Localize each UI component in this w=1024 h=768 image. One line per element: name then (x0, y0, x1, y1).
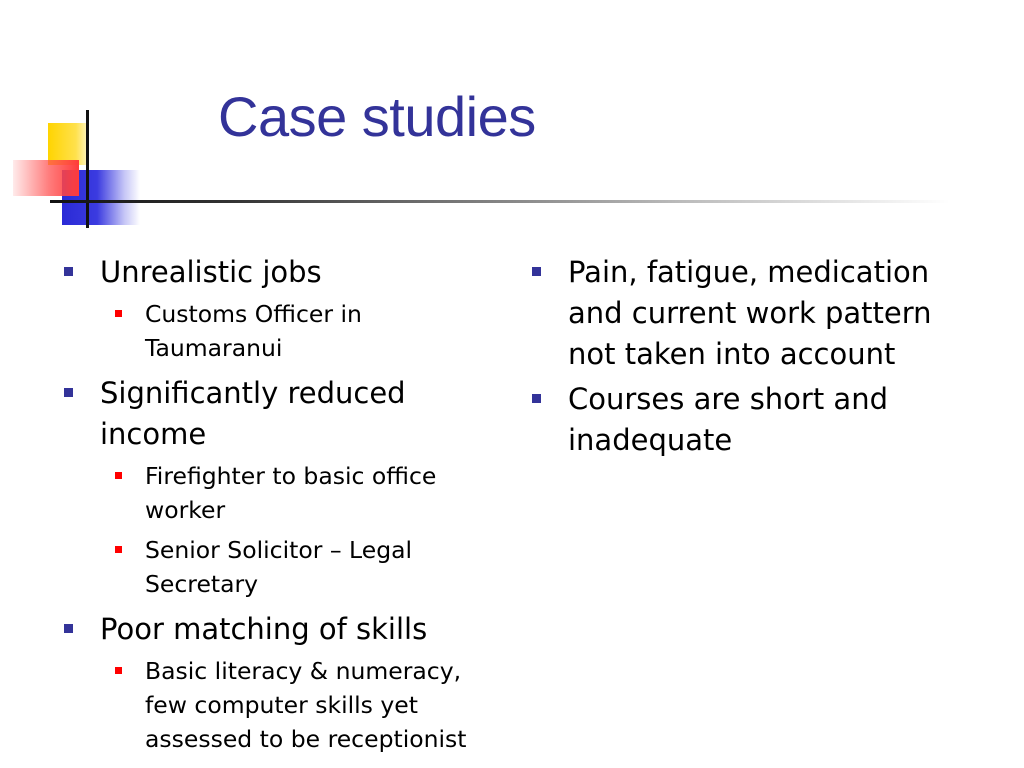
sub-bullet-list (100, 297, 502, 365)
slide-title: Case studies (218, 85, 536, 148)
square-bullet-icon (64, 624, 73, 633)
sub-bullet-text: Senior Solicitor – Legal Secretary (145, 536, 413, 598)
bullet-item-courses (530, 379, 970, 461)
sub-bullet-item (100, 297, 502, 365)
bullet-item-unrealistic-jobs (62, 252, 502, 365)
sub-bullet-list (100, 459, 502, 601)
square-bullet-icon (64, 267, 73, 276)
bullet-text: Pain, fatigue, medication and current work pattern not taken into account (568, 255, 932, 371)
vertical-line-shape (86, 110, 89, 228)
bullet-text: Significantly reduced income (100, 376, 406, 451)
square-bullet-icon (64, 388, 73, 397)
bullet-text: Poor matching of skills (100, 612, 428, 646)
bullet-item-reduced-income (62, 373, 502, 601)
sub-bullet-item (100, 654, 502, 756)
decorative-logo (0, 0, 160, 240)
bullet-item-pain-fatigue (530, 252, 970, 375)
sub-bullet-text: Firefighter to basic office worker (145, 462, 437, 524)
right-bullet-list (530, 252, 970, 465)
square-bullet-icon (115, 310, 122, 317)
square-bullet-icon (115, 667, 122, 674)
title-underline-rule (50, 200, 950, 203)
square-bullet-icon (115, 546, 122, 553)
bullet-item-poor-matching (62, 609, 502, 756)
sub-bullet-item (100, 459, 502, 527)
sub-bullet-list (100, 654, 502, 756)
red-square-shape (13, 160, 79, 196)
sub-bullet-text: Customs Officer in Taumaranui (145, 300, 362, 362)
left-bullet-list (62, 252, 502, 764)
sub-bullet-item (100, 533, 502, 601)
sub-bullet-text: Basic literacy & numeracy, few computer skills yet assessed to be receptionist (145, 657, 467, 753)
square-bullet-icon (532, 267, 541, 276)
yellow-square-shape (48, 123, 88, 165)
bullet-text: Unrealistic jobs (100, 255, 322, 289)
bullet-text: Courses are short and inadequate (568, 382, 888, 457)
square-bullet-icon (115, 472, 122, 479)
square-bullet-icon (532, 394, 541, 403)
